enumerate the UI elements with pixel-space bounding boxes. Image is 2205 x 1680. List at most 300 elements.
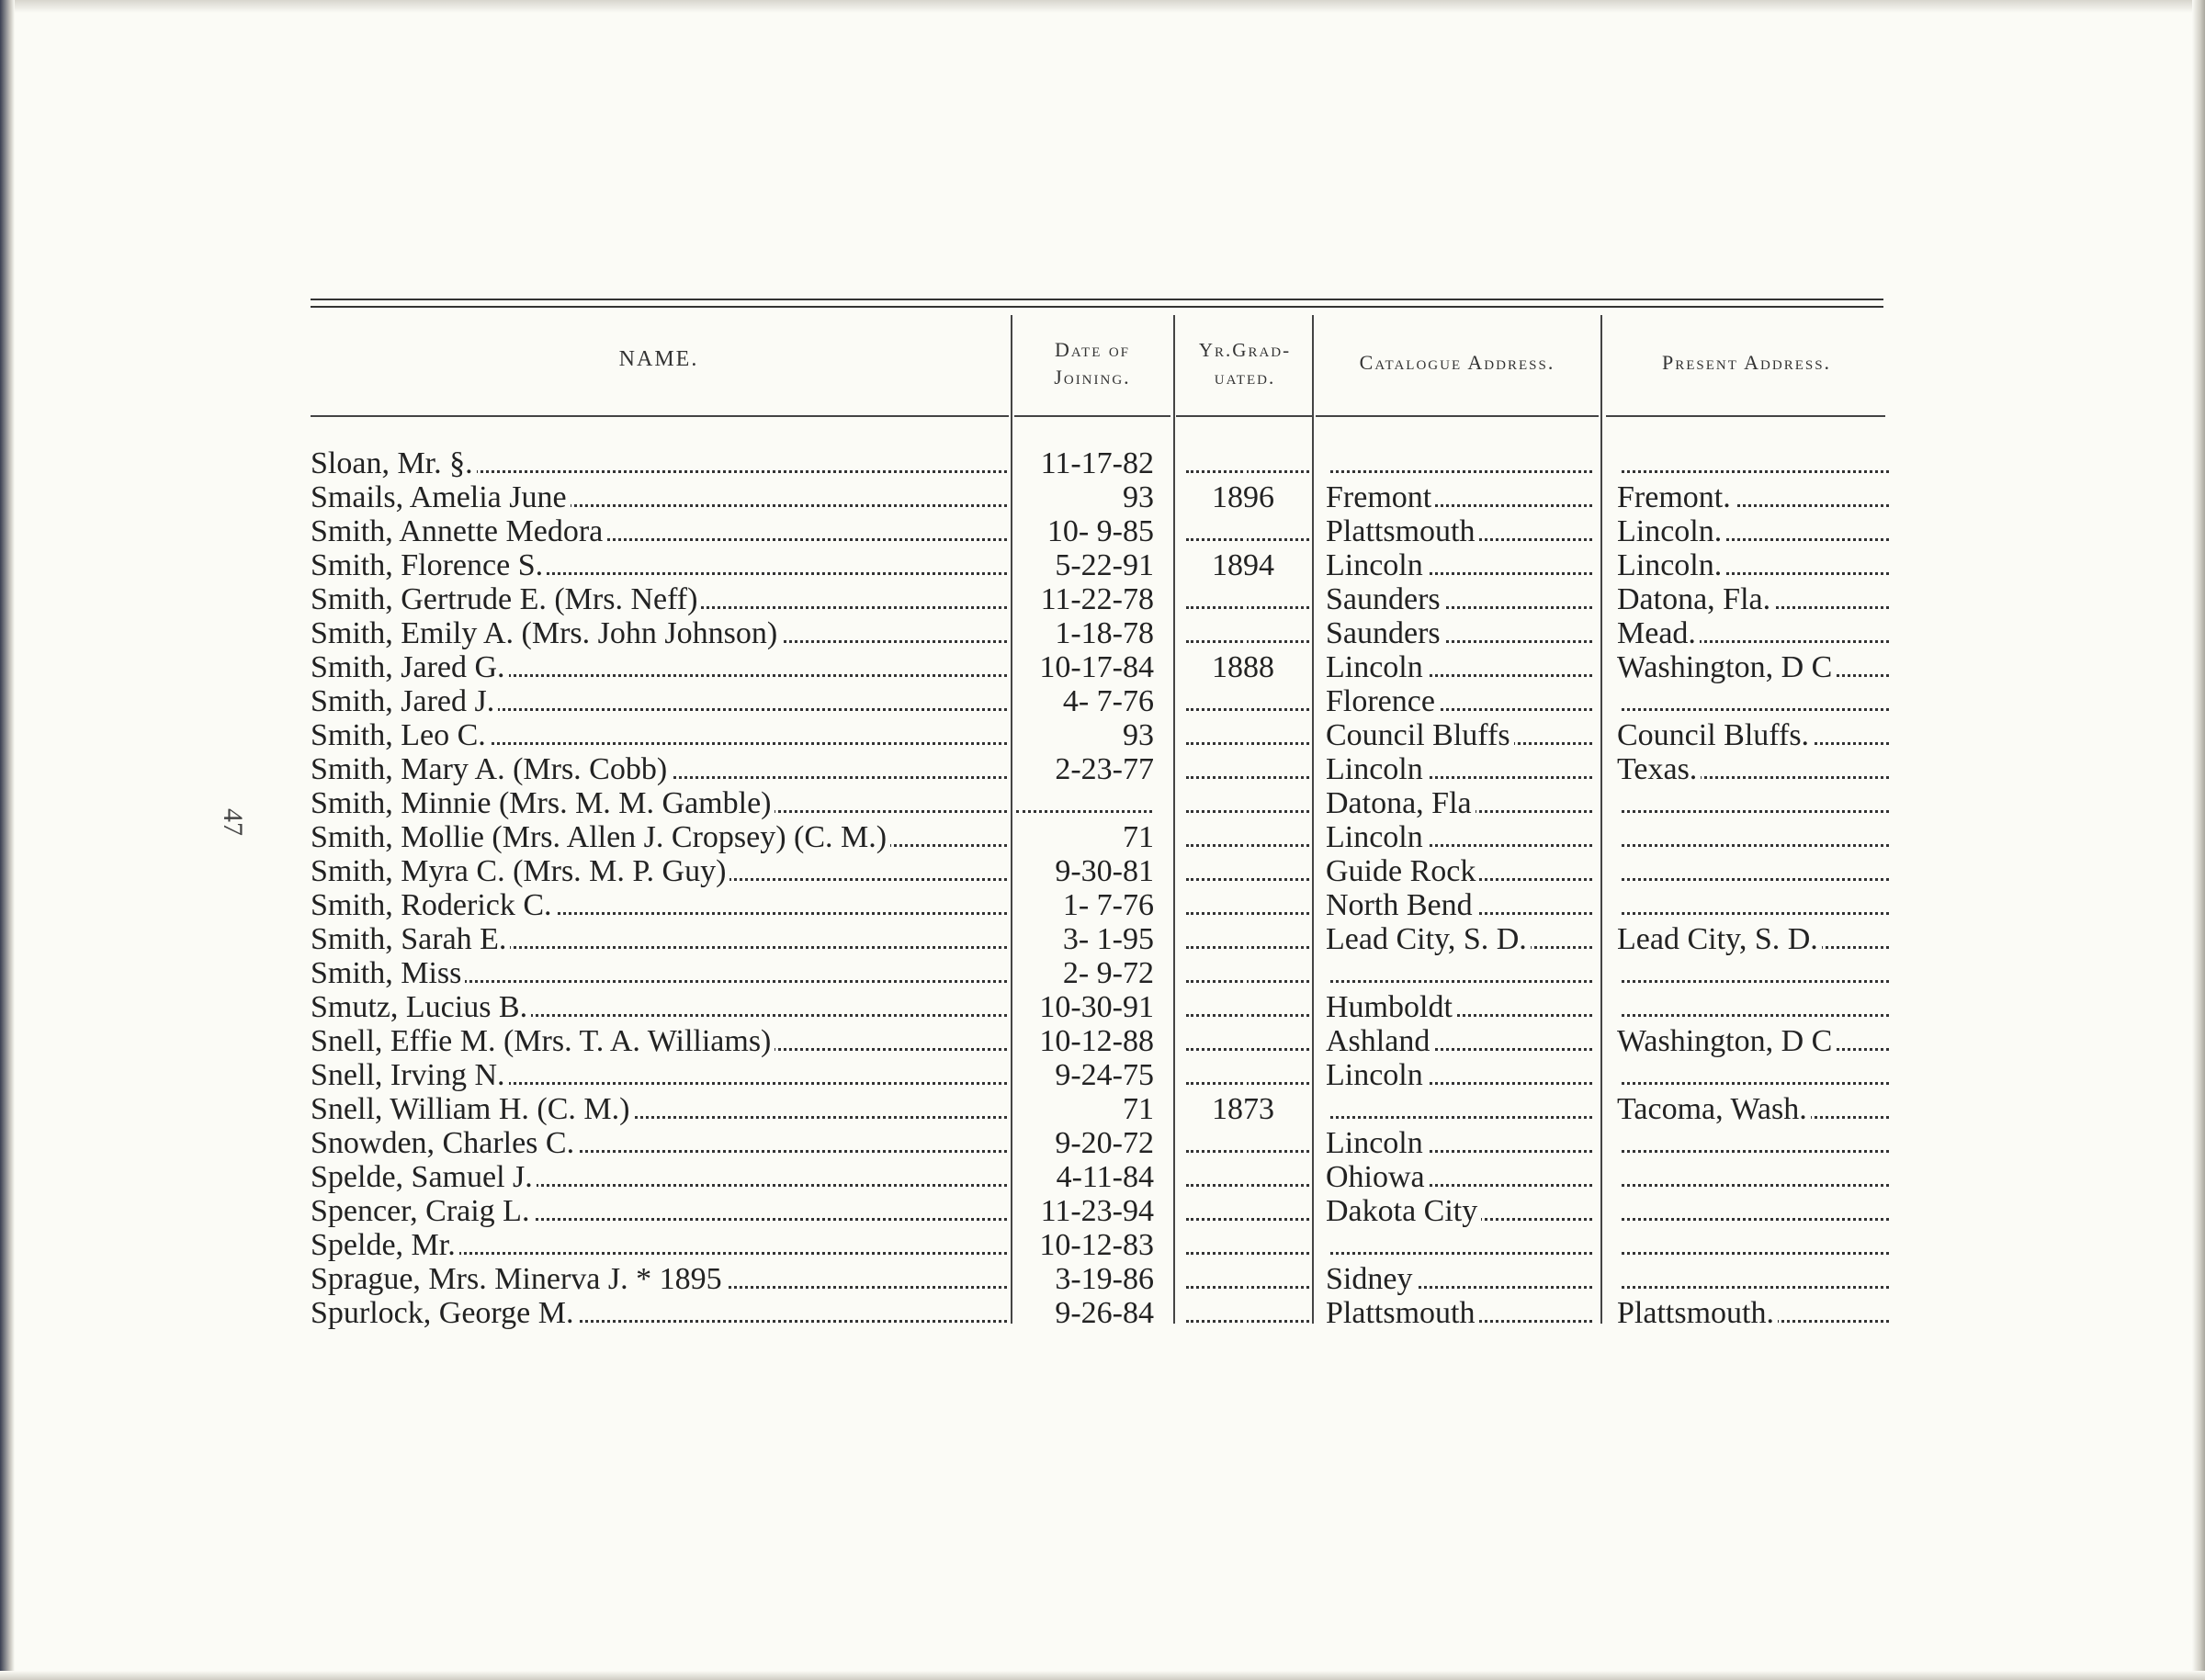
cell-year-graduated-text xyxy=(1243,684,1247,718)
cell-date-of-joining-text: 71 xyxy=(1123,820,1158,854)
cell-catalogue-address xyxy=(1326,616,1592,650)
table-row xyxy=(0,1296,2205,1330)
cell-catalogue-address xyxy=(1326,480,1592,514)
cell-year-graduated xyxy=(1181,1160,1309,1194)
table-row xyxy=(0,514,2205,548)
header-rule-catalogue xyxy=(1316,415,1599,417)
cell-catalogue-address xyxy=(1326,990,1592,1024)
cell-date-of-joining-text: 2- 9-72 xyxy=(1063,956,1158,990)
cell-catalogue-address-text xyxy=(1326,446,1329,480)
cell-catalogue-address-text: Plattsmouth xyxy=(1326,1296,1478,1330)
cell-year-graduated xyxy=(1181,990,1309,1024)
cell-catalogue-address-text: Ashland xyxy=(1326,1024,1433,1058)
cell-catalogue-address xyxy=(1326,854,1592,888)
cell-present-address-text xyxy=(1617,888,1621,922)
cell-date-of-joining-text: 4- 7-76 xyxy=(1063,684,1158,718)
cell-name xyxy=(311,1092,1007,1126)
cell-name-text: Smith, Jared J. xyxy=(311,684,498,718)
cell-date-of-joining xyxy=(1011,480,1158,514)
cell-date-of-joining-text xyxy=(1154,786,1158,820)
cell-catalogue-address xyxy=(1326,1194,1592,1228)
cell-present-address xyxy=(1617,718,1889,752)
table-row xyxy=(0,1194,2205,1228)
cell-present-address-text xyxy=(1617,990,1621,1024)
cell-date-of-joining-text: 3- 1-95 xyxy=(1063,922,1158,956)
table-row xyxy=(0,1126,2205,1160)
cell-year-graduated-text xyxy=(1243,514,1247,548)
cell-present-address-text: Plattsmouth. xyxy=(1617,1296,1778,1330)
cell-date-of-joining-text: 10- 9-85 xyxy=(1047,514,1158,548)
cell-present-address xyxy=(1617,1262,1889,1296)
cell-date-of-joining xyxy=(1011,514,1158,548)
cell-name-text: Smith, Emily A. (Mrs. John Johnson) xyxy=(311,616,781,650)
cell-date-of-joining-text: 11-22-78 xyxy=(1041,582,1158,616)
cell-catalogue-address xyxy=(1326,1058,1592,1092)
cell-catalogue-address xyxy=(1326,888,1592,922)
cell-present-address-text: Council Bluffs. xyxy=(1617,718,1813,752)
cell-name-text: Smith, Myra C. (Mrs. M. P. Guy) xyxy=(311,854,729,888)
header-rule-year xyxy=(1176,415,1312,417)
cell-year-graduated xyxy=(1181,582,1309,616)
table-row xyxy=(0,480,2205,514)
table-row xyxy=(0,752,2205,786)
cell-name xyxy=(311,888,1007,922)
cell-catalogue-address-text: Saunders xyxy=(1326,582,1444,616)
cell-catalogue-address-text xyxy=(1326,1092,1329,1126)
cell-present-address xyxy=(1617,922,1889,956)
table-row xyxy=(0,888,2205,922)
cell-catalogue-address xyxy=(1326,514,1592,548)
cell-year-graduated xyxy=(1181,1092,1309,1126)
cell-name xyxy=(311,1296,1007,1330)
cell-name-text: Smith, Roderick C. xyxy=(311,888,556,922)
cell-date-of-joining xyxy=(1011,820,1158,854)
cell-name-text: Spelde, Mr. xyxy=(311,1228,459,1262)
cell-name xyxy=(311,1058,1007,1092)
cell-catalogue-address-text: Plattsmouth xyxy=(1326,514,1478,548)
cell-date-of-joining-text: 10-12-83 xyxy=(1039,1228,1158,1262)
cell-date-of-joining-text: 1-18-78 xyxy=(1055,616,1158,650)
cell-present-address-text xyxy=(1617,1228,1621,1262)
cell-year-graduated-text xyxy=(1243,888,1247,922)
cell-name-text: Snell, Effie M. (Mrs. T. A. Williams) xyxy=(311,1024,775,1058)
cell-name xyxy=(311,990,1007,1024)
cell-date-of-joining-text: 11-17-82 xyxy=(1041,446,1158,480)
cell-date-of-joining xyxy=(1011,956,1158,990)
cell-catalogue-address-text: North Bend xyxy=(1326,888,1476,922)
cell-name-text: Smith, Miss xyxy=(311,956,465,990)
page-edge-top xyxy=(0,0,2205,13)
cell-date-of-joining xyxy=(1011,1058,1158,1092)
cell-year-graduated xyxy=(1181,1024,1309,1058)
cell-name-text: Spelde, Samuel J. xyxy=(311,1160,537,1194)
cell-year-graduated xyxy=(1181,1058,1309,1092)
cell-catalogue-address-text xyxy=(1326,1228,1329,1262)
cell-name-text: Smith, Florence S. xyxy=(311,548,547,582)
cell-present-address xyxy=(1617,1058,1889,1092)
cell-catalogue-address xyxy=(1326,922,1592,956)
cell-catalogue-address xyxy=(1326,446,1592,480)
table-row xyxy=(0,1160,2205,1194)
cell-year-graduated-text xyxy=(1243,1262,1247,1296)
cell-present-address-text xyxy=(1617,446,1621,480)
cell-present-address xyxy=(1617,990,1889,1024)
cell-year-graduated xyxy=(1181,752,1309,786)
cell-catalogue-address-text: Lincoln xyxy=(1326,820,1427,854)
cell-date-of-joining-text: 93 xyxy=(1123,480,1158,514)
cell-catalogue-address-text: Ohiowa xyxy=(1326,1160,1429,1194)
cell-year-graduated-text: 1896 xyxy=(1212,480,1278,514)
cell-present-address-text xyxy=(1617,820,1621,854)
cell-name-text: Smith, Leo C. xyxy=(311,718,490,752)
cell-catalogue-address xyxy=(1326,718,1592,752)
cell-year-graduated-text xyxy=(1243,616,1247,650)
cell-name xyxy=(311,752,1007,786)
cell-name xyxy=(311,786,1007,820)
cell-name xyxy=(311,514,1007,548)
cell-name-text: Smith, Annette Medora xyxy=(311,514,606,548)
cell-name xyxy=(311,1262,1007,1296)
cell-date-of-joining xyxy=(1011,548,1158,582)
cell-name-text: Smith, Sarah E. xyxy=(311,922,510,956)
cell-year-graduated xyxy=(1181,684,1309,718)
cell-catalogue-address-text: Lincoln xyxy=(1326,650,1427,684)
cell-present-address xyxy=(1617,1092,1889,1126)
cell-present-address-text xyxy=(1617,684,1621,718)
cell-catalogue-address-text: Council Bluffs xyxy=(1326,718,1514,752)
cell-present-address-text: Washington, D C xyxy=(1617,650,1836,684)
cell-catalogue-address-text: Sidney xyxy=(1326,1262,1416,1296)
cell-date-of-joining xyxy=(1011,1092,1158,1126)
cell-name-text: Smith, Mollie (Mrs. Allen J. Cropsey) (C. M.) xyxy=(311,820,890,854)
cell-catalogue-address-text: Saunders xyxy=(1326,616,1444,650)
cell-name xyxy=(311,582,1007,616)
cell-present-address xyxy=(1617,1296,1889,1330)
cell-present-address xyxy=(1617,616,1889,650)
cell-catalogue-address xyxy=(1326,1024,1592,1058)
cell-year-graduated xyxy=(1181,854,1309,888)
cell-present-address xyxy=(1617,548,1889,582)
cell-year-graduated xyxy=(1181,1194,1309,1228)
cell-present-address xyxy=(1617,820,1889,854)
cell-catalogue-address xyxy=(1326,752,1592,786)
cell-date-of-joining-text: 3-19-86 xyxy=(1055,1262,1158,1296)
cell-date-of-joining xyxy=(1011,718,1158,752)
cell-name xyxy=(311,1024,1007,1058)
cell-catalogue-address xyxy=(1326,684,1592,718)
cell-date-of-joining-text: 10-12-88 xyxy=(1039,1024,1158,1058)
cell-catalogue-address xyxy=(1326,1092,1592,1126)
cell-present-address xyxy=(1617,1126,1889,1160)
cell-catalogue-address-text: Lincoln xyxy=(1326,1058,1427,1092)
cell-year-graduated xyxy=(1181,922,1309,956)
cell-date-of-joining xyxy=(1011,582,1158,616)
table-top-rule xyxy=(311,299,1883,300)
cell-catalogue-address xyxy=(1326,1160,1592,1194)
table-row xyxy=(0,582,2205,616)
cell-name-text: Spurlock, George M. xyxy=(311,1296,577,1330)
cell-present-address xyxy=(1617,684,1889,718)
cell-name-text: Spencer, Craig L. xyxy=(311,1194,533,1228)
cell-date-of-joining xyxy=(1011,990,1158,1024)
cell-year-graduated xyxy=(1181,548,1309,582)
cell-year-graduated-text xyxy=(1243,990,1247,1024)
cell-catalogue-address-text: Fremont xyxy=(1326,480,1435,514)
cell-year-graduated xyxy=(1181,616,1309,650)
cell-present-address-text xyxy=(1617,854,1621,888)
cell-date-of-joining xyxy=(1011,1024,1158,1058)
cell-date-of-joining-text: 2-23-77 xyxy=(1055,752,1158,786)
cell-present-address-text: Lead City, S. D. xyxy=(1617,922,1822,956)
cell-year-graduated xyxy=(1181,1126,1309,1160)
cell-year-graduated-text xyxy=(1243,854,1247,888)
cell-catalogue-address xyxy=(1326,820,1592,854)
cell-date-of-joining xyxy=(1011,752,1158,786)
cell-year-graduated-text xyxy=(1243,752,1247,786)
cell-date-of-joining xyxy=(1011,1228,1158,1262)
cell-present-address-text xyxy=(1617,1160,1621,1194)
cell-present-address xyxy=(1617,480,1889,514)
cell-name-text: Smith, Minnie (Mrs. M. M. Gamble) xyxy=(311,786,775,820)
cell-catalogue-address-text: Dakota City xyxy=(1326,1194,1481,1228)
cell-present-address-text: Lincoln. xyxy=(1617,548,1725,582)
cell-catalogue-address xyxy=(1326,1296,1592,1330)
cell-catalogue-address xyxy=(1326,650,1592,684)
table-row xyxy=(0,650,2205,684)
cell-year-graduated-text xyxy=(1243,1296,1247,1330)
cell-year-graduated xyxy=(1181,480,1309,514)
cell-present-address-text: Tacoma, Wash. xyxy=(1617,1092,1811,1126)
cell-year-graduated xyxy=(1181,514,1309,548)
cell-catalogue-address-text: Lead City, S. D. xyxy=(1326,922,1531,956)
cell-date-of-joining xyxy=(1011,1262,1158,1296)
cell-name xyxy=(311,684,1007,718)
cell-year-graduated-text xyxy=(1243,1058,1247,1092)
cell-name xyxy=(311,922,1007,956)
cell-date-of-joining-text: 5-22-91 xyxy=(1055,548,1158,582)
cell-present-address xyxy=(1617,752,1889,786)
cell-name xyxy=(311,1126,1007,1160)
cell-year-graduated-text xyxy=(1243,1194,1247,1228)
table-row xyxy=(0,548,2205,582)
table-row xyxy=(0,956,2205,990)
cell-year-graduated-text xyxy=(1243,1024,1247,1058)
cell-name-text: Smith, Jared G. xyxy=(311,650,509,684)
cell-year-graduated xyxy=(1181,446,1309,480)
cell-name-text: Smutz, Lucius B. xyxy=(311,990,531,1024)
header-rule-name xyxy=(311,415,1009,417)
cell-catalogue-address-text xyxy=(1326,956,1329,990)
cell-name xyxy=(311,718,1007,752)
header-date-of-joining: Date of Joining. xyxy=(1054,338,1131,389)
cell-date-of-joining xyxy=(1011,854,1158,888)
cell-present-address xyxy=(1617,650,1889,684)
cell-catalogue-address-text: Guide Rock xyxy=(1326,854,1479,888)
cell-year-graduated-text xyxy=(1243,718,1247,752)
cell-year-graduated xyxy=(1181,650,1309,684)
cell-present-address xyxy=(1617,786,1889,820)
cell-date-of-joining xyxy=(1011,1194,1158,1228)
cell-name-text: Smails, Amelia June xyxy=(311,480,571,514)
cell-year-graduated xyxy=(1181,1296,1309,1330)
cell-date-of-joining-text: 4-11-84 xyxy=(1057,1160,1158,1194)
table-row xyxy=(0,922,2205,956)
cell-date-of-joining-text: 9-26-84 xyxy=(1055,1296,1158,1330)
cell-year-graduated-text xyxy=(1243,1126,1247,1160)
cell-name-text: Sloan, Mr. §. xyxy=(311,446,477,480)
cell-date-of-joining-text: 93 xyxy=(1123,718,1158,752)
cell-year-graduated xyxy=(1181,1228,1309,1262)
cell-name-text: Snell, William H. (C. M.) xyxy=(311,1092,633,1126)
cell-date-of-joining-text: 9-30-81 xyxy=(1055,854,1158,888)
table-row xyxy=(0,786,2205,820)
table-row xyxy=(0,1262,2205,1296)
cell-date-of-joining-text: 9-20-72 xyxy=(1055,1126,1158,1160)
cell-catalogue-address xyxy=(1326,548,1592,582)
table-row xyxy=(0,820,2205,854)
cell-year-graduated xyxy=(1181,956,1309,990)
cell-date-of-joining xyxy=(1011,1296,1158,1330)
cell-name xyxy=(311,616,1007,650)
cell-year-graduated-text xyxy=(1243,582,1247,616)
cell-name-text: Snowden, Charles C. xyxy=(311,1126,578,1160)
cell-year-graduated-text xyxy=(1243,446,1247,480)
cell-date-of-joining-text: 71 xyxy=(1123,1092,1158,1126)
cell-year-graduated xyxy=(1181,786,1309,820)
cell-name-text: Snell, Irving N. xyxy=(311,1058,509,1092)
table-row xyxy=(0,446,2205,480)
cell-present-address xyxy=(1617,514,1889,548)
cell-name xyxy=(311,480,1007,514)
cell-date-of-joining-text: 10-30-91 xyxy=(1039,990,1158,1024)
cell-present-address xyxy=(1617,888,1889,922)
cell-date-of-joining xyxy=(1011,1160,1158,1194)
table-row xyxy=(0,718,2205,752)
header-year-graduated: Yr.Grad- uated. xyxy=(1198,339,1292,389)
table-row xyxy=(0,1058,2205,1092)
cell-present-address-text: Washington, D C xyxy=(1617,1024,1836,1058)
table-row xyxy=(0,990,2205,1024)
cell-year-graduated xyxy=(1181,888,1309,922)
cell-year-graduated xyxy=(1181,718,1309,752)
cell-present-address-text: Fremont. xyxy=(1617,480,1735,514)
cell-date-of-joining xyxy=(1011,650,1158,684)
cell-catalogue-address xyxy=(1326,1228,1592,1262)
cell-date-of-joining xyxy=(1011,786,1158,820)
header-present-address: Present Address. xyxy=(1661,351,1832,374)
header-rule-present xyxy=(1606,415,1885,417)
cell-name xyxy=(311,1228,1007,1262)
cell-catalogue-address xyxy=(1326,582,1592,616)
cell-catalogue-address xyxy=(1326,786,1592,820)
cell-year-graduated-text xyxy=(1243,786,1247,820)
cell-present-address xyxy=(1617,1024,1889,1058)
page-edge-bottom xyxy=(0,1671,2205,1680)
cell-present-address-text: Datona, Fla. xyxy=(1617,582,1774,616)
table-row xyxy=(0,684,2205,718)
cell-date-of-joining-text: 9-24-75 xyxy=(1055,1058,1158,1092)
cell-name xyxy=(311,548,1007,582)
cell-year-graduated-text xyxy=(1243,1160,1247,1194)
cell-present-address xyxy=(1617,1160,1889,1194)
cell-year-graduated-text xyxy=(1243,1228,1247,1262)
cell-present-address xyxy=(1617,854,1889,888)
cell-year-graduated xyxy=(1181,820,1309,854)
cell-catalogue-address xyxy=(1326,956,1592,990)
cell-catalogue-address-text: Lincoln xyxy=(1326,1126,1427,1160)
cell-present-address-text: Lincoln. xyxy=(1617,514,1725,548)
cell-date-of-joining xyxy=(1011,922,1158,956)
header-name: NAME. xyxy=(618,347,699,371)
cell-name xyxy=(311,446,1007,480)
cell-catalogue-address-text: Datona, Fla xyxy=(1326,786,1476,820)
cell-present-address-text xyxy=(1617,1262,1621,1296)
cell-name-text: Smith, Gertrude E. (Mrs. Neff) xyxy=(311,582,701,616)
cell-name xyxy=(311,650,1007,684)
cell-name-text: Sprague, Mrs. Minerva J. * 1895 xyxy=(311,1262,726,1296)
table-row xyxy=(0,854,2205,888)
cell-year-graduated xyxy=(1181,1262,1309,1296)
cell-name xyxy=(311,820,1007,854)
cell-date-of-joining xyxy=(1011,616,1158,650)
cell-year-graduated-text: 1888 xyxy=(1212,650,1278,684)
cell-present-address xyxy=(1617,956,1889,990)
cell-present-address-text xyxy=(1617,956,1621,990)
cell-name-text: Smith, Mary A. (Mrs. Cobb) xyxy=(311,752,671,786)
cell-year-graduated-text xyxy=(1243,922,1247,956)
cell-present-address-text: Texas. xyxy=(1617,752,1701,786)
header-rule-date xyxy=(1014,415,1170,417)
table-row xyxy=(0,1024,2205,1058)
cell-date-of-joining-text: 10-17-84 xyxy=(1039,650,1158,684)
cell-year-graduated-text: 1873 xyxy=(1212,1092,1278,1126)
cell-date-of-joining-text: 11-23-94 xyxy=(1041,1194,1158,1228)
table-row xyxy=(0,616,2205,650)
cell-name xyxy=(311,1160,1007,1194)
cell-catalogue-address xyxy=(1326,1262,1592,1296)
cell-name xyxy=(311,1194,1007,1228)
cell-year-graduated-text xyxy=(1243,956,1247,990)
table-row xyxy=(0,1228,2205,1262)
cell-present-address xyxy=(1617,446,1889,480)
table-row xyxy=(0,1092,2205,1126)
cell-date-of-joining xyxy=(1011,888,1158,922)
cell-catalogue-address xyxy=(1326,1126,1592,1160)
cell-catalogue-address-text: Lincoln xyxy=(1326,752,1427,786)
cell-date-of-joining xyxy=(1011,1126,1158,1160)
header-catalogue-address: Catalogue Address. xyxy=(1359,351,1555,374)
cell-present-address xyxy=(1617,582,1889,616)
cell-present-address-text xyxy=(1617,786,1621,820)
cell-present-address xyxy=(1617,1194,1889,1228)
cell-name xyxy=(311,854,1007,888)
page-number: 47 xyxy=(218,808,248,836)
cell-present-address-text xyxy=(1617,1126,1621,1160)
cell-present-address-text xyxy=(1617,1194,1621,1228)
cell-present-address xyxy=(1617,1228,1889,1262)
cell-date-of-joining-text: 1- 7-76 xyxy=(1063,888,1158,922)
cell-catalogue-address-text: Lincoln xyxy=(1326,548,1427,582)
cell-present-address-text xyxy=(1617,1058,1621,1092)
cell-catalogue-address-text: Humboldt xyxy=(1326,990,1456,1024)
cell-name xyxy=(311,956,1007,990)
cell-year-graduated-text xyxy=(1243,820,1247,854)
cell-catalogue-address-text: Florence xyxy=(1326,684,1439,718)
cell-date-of-joining xyxy=(1011,446,1158,480)
cell-year-graduated-text: 1894 xyxy=(1212,548,1278,582)
cell-date-of-joining xyxy=(1011,684,1158,718)
cell-present-address-text: Mead. xyxy=(1617,616,1700,650)
